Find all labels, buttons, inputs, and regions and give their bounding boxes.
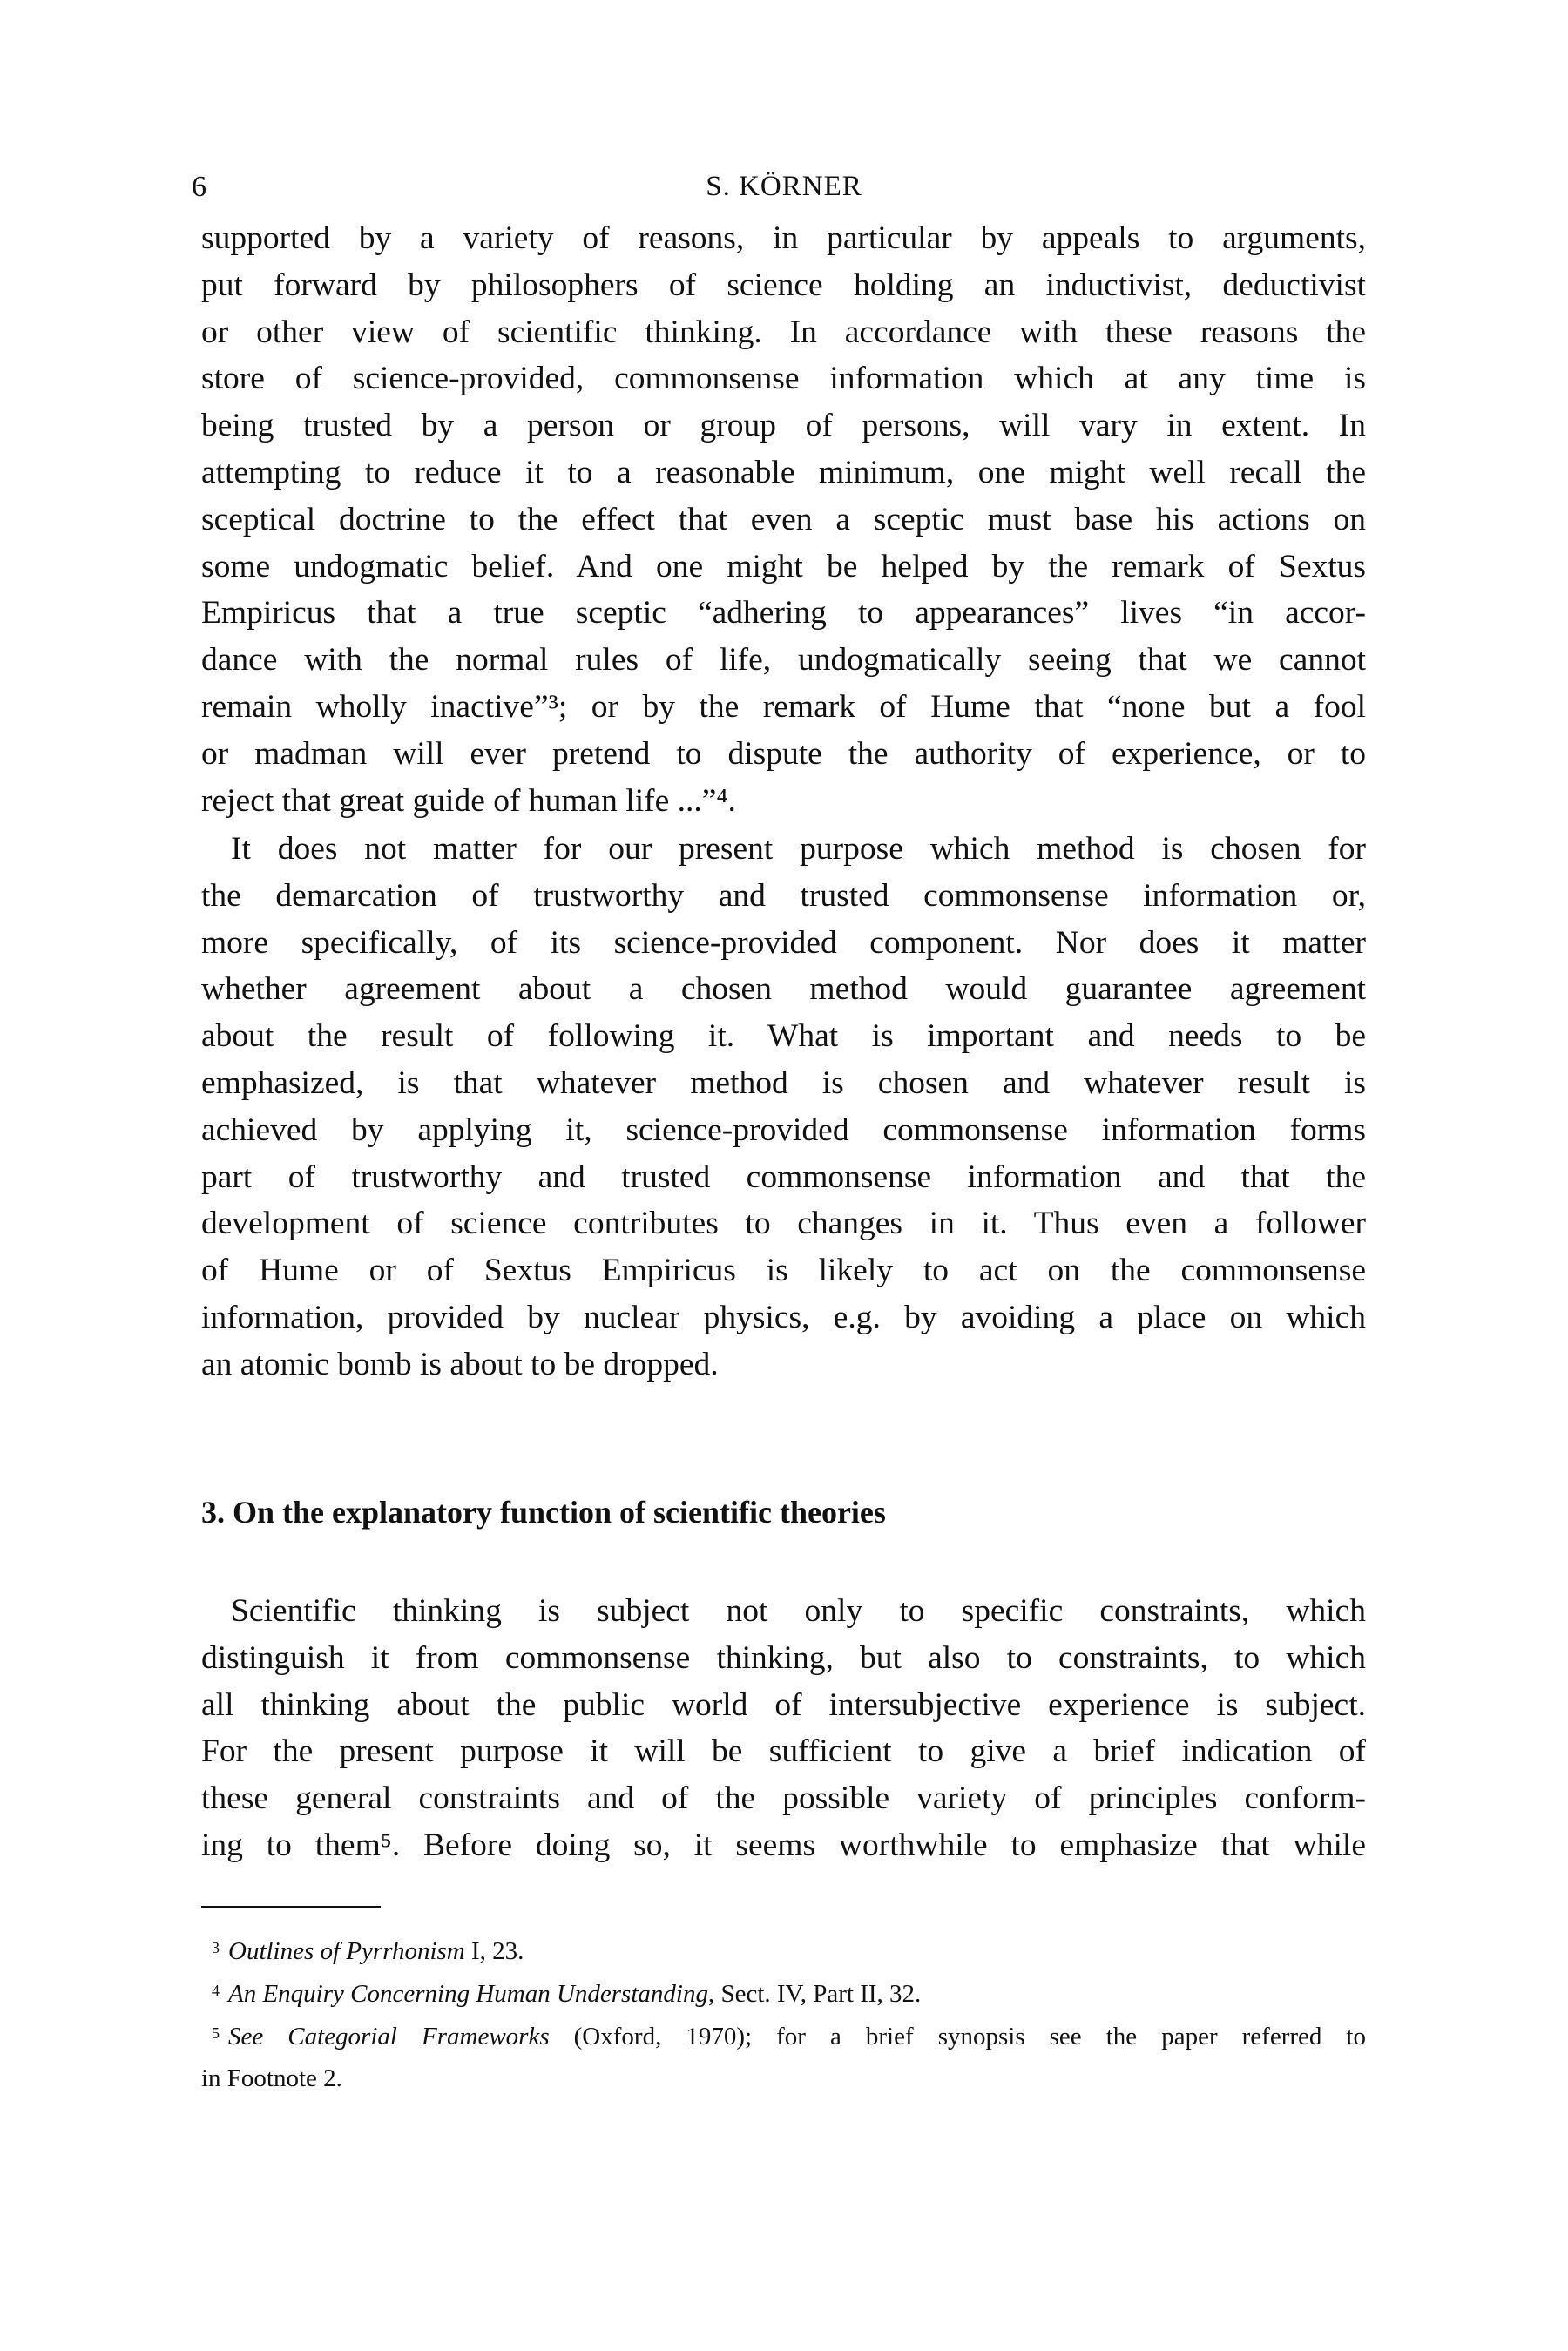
footnote-text: (Oxford, 1970); for a brief synopsis see the paper referred to <box>549 2023 1366 2050</box>
footnote-marker: 3 <box>212 1939 220 1956</box>
page-number: 6 <box>192 171 206 203</box>
text-line: all thinking about the public world of intersubjective experience is subject. <box>201 1686 1366 1723</box>
text-line: Empiricus that a true sceptic “adhering to appearances” lives “in accor- <box>201 595 1366 632</box>
footnote-5 <box>201 2016 1366 2099</box>
text-line: information, provided by nuclear physics, e.g. by avoiding a place on which <box>201 1299 1366 1335</box>
footnote-marker: 5 <box>212 2024 220 2042</box>
text-line: attempting to reduce it to a reasonable minimum, one might well recall the <box>201 454 1366 490</box>
section-heading: 3. On the explanatory function of scientific theories <box>201 1495 886 1530</box>
text-line: part of trustworthy and trusted commonsense information and that the <box>201 1159 1366 1195</box>
text-line: Scientific thinking is subject not only to specific constraints, which <box>231 1593 1366 1629</box>
text-line: achieved by applying it, science-provided commonsense information forms <box>201 1111 1366 1148</box>
footnote-title: Outlines of Pyrrhonism <box>228 1937 465 1965</box>
text-line: whether agreement about a chosen method would guarantee agreement <box>201 971 1366 1008</box>
text-line: these general constraints and of the possible variety of principles conform- <box>201 1780 1366 1817</box>
footnote-text: , Sect. IV, Part II, 32. <box>707 1980 922 2008</box>
footnote-rule <box>201 1906 381 1908</box>
paragraph-3 <box>201 1588 1366 1869</box>
text-line: reject that great guide of human life ...”⁴. <box>201 782 736 819</box>
text-line: some undogmatic belief. And one might be helped by the remark of Sextus <box>201 548 1366 584</box>
footnote-text: I, 23. <box>464 1937 524 1965</box>
text-line: an atomic bomb is about to be dropped. <box>201 1346 719 1382</box>
text-line: or madman will ever pretend to dispute the authority of experience, or to <box>201 735 1366 772</box>
paragraph-1 <box>201 215 1366 824</box>
text-line: development of science contributes to changes in it. Thus even a follower <box>201 1206 1366 1242</box>
text-line: It does not matter for our present purpose which method is chosen for <box>231 831 1366 867</box>
text-line: about the result of following it. What is important and needs to be <box>201 1018 1366 1055</box>
text-line: supported by a variety of reasons, in particular by appeals to arguments, <box>201 220 1366 256</box>
running-head: S. KÖRNER <box>706 171 862 202</box>
paragraph-2 <box>201 826 1366 1388</box>
text-line: For the present purpose it will be sufficient to give a brief indication of <box>201 1733 1366 1770</box>
footnote-3 <box>201 1930 1366 1972</box>
footnote-title: An Enquiry Concerning Human Understanding <box>228 1980 708 2008</box>
text-line: store of science-provided, commonsense information which at any time is <box>201 361 1366 397</box>
text-line: the demarcation of trustworthy and trusted commonsense information or, <box>201 877 1366 914</box>
footnote-4 <box>201 1973 1366 2015</box>
text-line: dance with the normal rules of life, undogmatically seeing that we cannot <box>201 642 1366 679</box>
text-line: distinguish it from commonsense thinking, but also to constraints, to which <box>201 1639 1366 1676</box>
text-line: sceptical doctrine to the effect that even a sceptic must base his actions on <box>201 501 1366 537</box>
footnote-title: See Categorial Frameworks <box>228 2023 550 2050</box>
text-line: remain wholly inactive”³; or by the remark of Hume that “none but a fool <box>201 688 1366 725</box>
text-line: more specifically, of its science-provided component. Nor does it matter <box>201 924 1366 961</box>
text-line: emphasized, is that whatever method is chosen and whatever result is <box>201 1064 1366 1101</box>
text-line: of Hume or of Sextus Empiricus is likely to act on the commonsense <box>201 1253 1366 1289</box>
text-line: ing to them⁵. Before doing so, it seems worthwhile to emphasize that while <box>201 1827 1366 1863</box>
footnote-text-continued: in Footnote 2. <box>201 2064 342 2092</box>
footnote-marker: 4 <box>212 1982 220 1999</box>
text-line: put forward by philosophers of science holding an inductivist, deductivist <box>201 267 1366 303</box>
text-line: or other view of scientific thinking. In accordance with these reasons the <box>201 314 1366 350</box>
text-line: being trusted by a person or group of persons, will vary in extent. In <box>201 408 1366 444</box>
